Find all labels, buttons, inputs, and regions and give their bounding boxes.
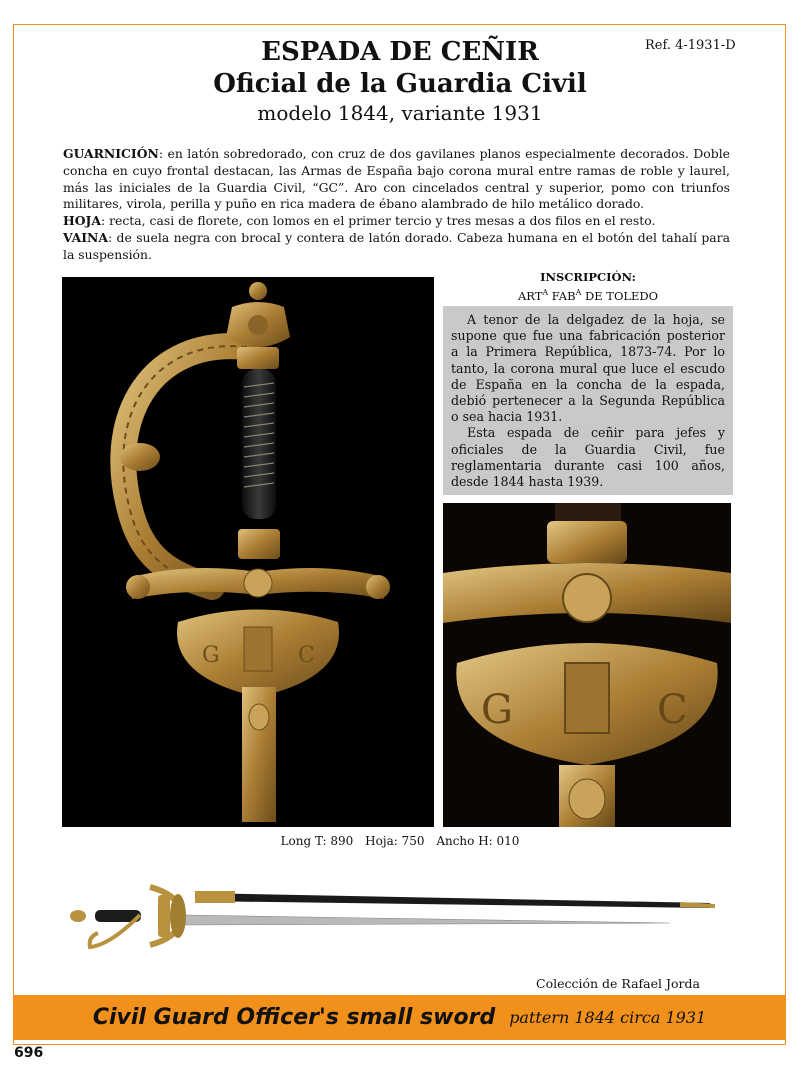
vaina-label: VAINA [63,229,109,245]
historical-note [443,306,733,495]
dim-ancho: Ancho H: 010 [436,834,520,848]
detail-initial-left: G [481,687,513,733]
shell-detail-photo [443,503,731,827]
guarnicion-paragraph [63,146,730,213]
full-sword-image [60,875,730,965]
inscription-part-1: ART [517,288,543,303]
full-sword-illustration [60,875,730,965]
banner-main-title: Civil Guard Officer's small sword [92,1005,496,1030]
note-paragraph-1: A tenor de la delgadez de la hoja, se supone que fue una fabricación posterior a la Primera República, 1873-74. Por lo tanto, la corona mural que luce el escudo de España en la concha de la espada, debió pertenecer a la Segunda República o sea hacia 1931. [451,312,725,425]
title-line-2: Oficial de la Guardia Civil [213,69,587,99]
shell-detail-illustration [443,503,731,827]
page-number: 696 [14,1045,44,1061]
dim-long: Long T: 890 [280,834,354,848]
english-title-banner [13,995,786,1040]
hoja-label: HOJA [63,213,101,229]
guarnicion-text: : en latón sobredorado, con cruz de dos gavilanes planos especialmente decorados. Doble concha en cuyo frontal destacan, las Armas de España bajo corona mural entre ramas de roble y laurel, más las iniciales de la Guardia Civil, “GC”. Aro con cincelados central y superior, pomo con triunfos militares, virola, perilla y puño en rica madera de ébano alambrado de hilo metálico dorado. [63,146,730,212]
banner-subtitle: pattern 1844 circa 1931 [509,1008,707,1027]
inscription-part-2: FAB [548,288,576,303]
inscription-text [443,285,733,304]
hoja-paragraph [63,213,730,230]
title-line-3: modelo 1844, variante 1931 [257,101,543,125]
detail-initial-right: C [657,687,688,733]
hilt-illustration [62,277,434,827]
reference-code: Ref. 4-1931-D [645,38,736,53]
title-line-1: ESPADA DE CEÑIR [261,37,539,67]
inscription [443,270,733,304]
inscription-sup-2: A [575,288,582,297]
vaina-paragraph [63,230,730,264]
hilt-photo [62,277,434,827]
shell-initial-left: G [202,643,220,668]
inscription-heading: INSCRIPCIÓN: [540,270,636,284]
dim-hoja: Hoja: 750 [365,834,425,848]
guarnicion-label: GUARNICIÓN [63,146,159,161]
inscription-sup-1: A [542,288,549,297]
title-block [0,36,800,126]
description [63,146,730,264]
dimensions [0,834,800,848]
hoja-text: : recta, casi de florete, con lomos en el primer tercio y tres mesas a dos filos en el resto. [100,213,656,229]
inscription-part-3: DE TOLEDO [581,288,659,303]
collection-credit: Colección de Rafael Jorda [536,976,700,991]
vaina-text: : de suela negra con brocal y contera de latón dorado. Cabeza humana en el botón del tahalí para la suspensión. [63,229,730,262]
shell-initial-right: C [298,643,315,668]
note-paragraph-2: Esta espada de ceñir para jefes y oficiales de la Guardia Civil, fue reglamentaria durante casi 100 años, desde 1844 hasta 1939. [451,425,725,490]
